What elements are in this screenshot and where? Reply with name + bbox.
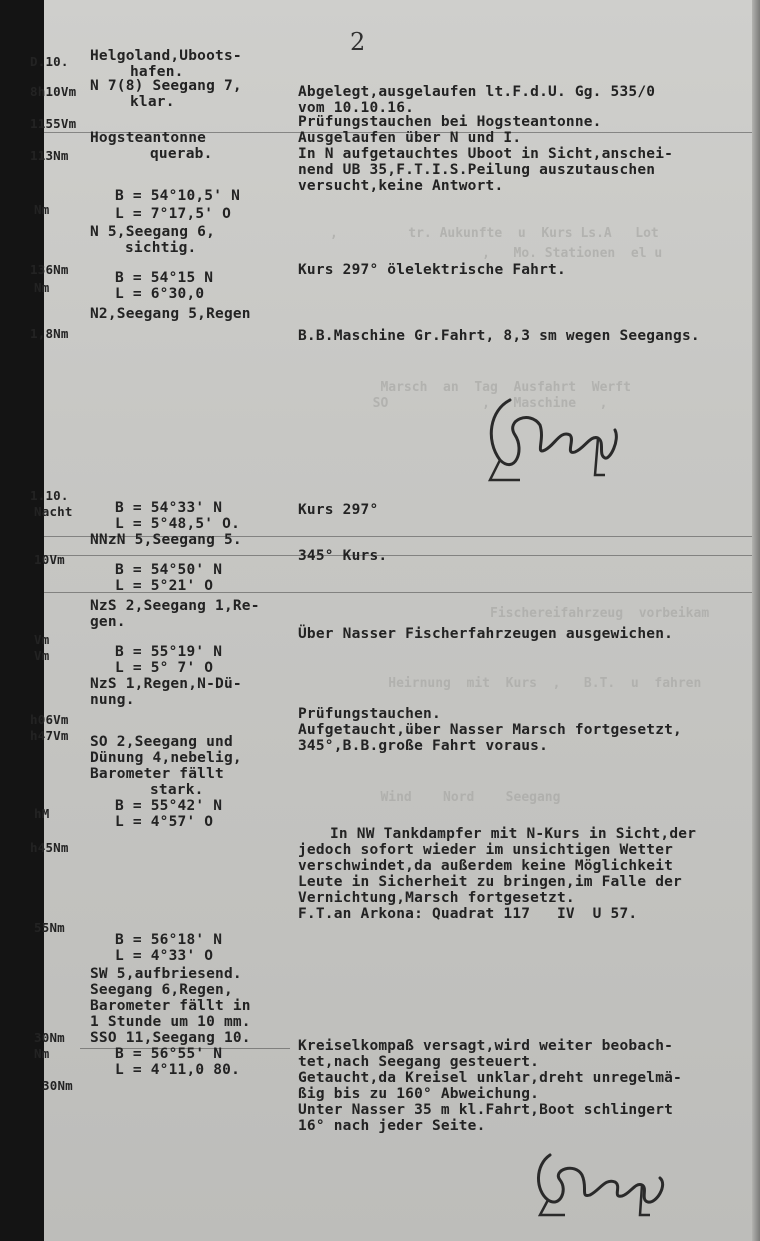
typed-line: 1,8Nm	[30, 326, 69, 341]
typed-line: Über Nasser Fischerfahrzeugen ausgewichen.	[298, 626, 674, 642]
typed-line: Seegang 6,Regen,	[90, 982, 233, 998]
typed-line: 1155Vm	[30, 116, 77, 131]
signature-georg-1	[480, 380, 630, 490]
typed-line: B = 56°55' N	[115, 1046, 223, 1062]
typed-line: SO 2,Seegang und	[90, 734, 233, 750]
typed-line: B = 55°19' N	[115, 644, 223, 660]
typed-line: L = 5°48,5' O.	[115, 516, 241, 532]
typed-line: tet,nach Seegang gesteuert.	[298, 1054, 540, 1070]
typed-line: 1 Stunde um 10 mm.	[90, 1014, 251, 1030]
typed-line: 16° nach jeder Seite.	[298, 1118, 486, 1134]
typed-line: L = 6°30,0	[115, 286, 205, 302]
typed-line: nung.	[90, 692, 135, 708]
typed-line: In N aufgetauchtes Uboot in Sicht,anschei-	[298, 146, 674, 162]
typed-line: querab.	[150, 146, 213, 162]
typed-line: 8h10Vm	[30, 84, 77, 99]
typed-line: Leute in Sicherheit zu bringen,im Falle der	[298, 874, 682, 890]
typed-line: NzS 1,Regen,N-Dü-	[90, 676, 242, 692]
typed-line: N 7(8) Seegang 7,	[90, 78, 242, 94]
typed-line: Getaucht,da Kreisel unklar,dreht unregelmä-	[298, 1070, 682, 1086]
typed-line: Ausgelaufen über N und I.	[298, 130, 522, 146]
typed-line: h47Vm	[30, 728, 69, 743]
typed-line: Unter Nasser 35 m kl.Fahrt,Boot schlingert	[298, 1102, 674, 1118]
document-page: 2 , tr. Aukunfte u Kurs Ls.A Lot , Mo. Stationen el u Marsch an Tag Ausfahrt Werft SO , Maschine , Fischereifahrzeug vorbeikam Heirnung mit Kurs , B.T. u fahren Wind Nord Seegang D.10. Helgoland,Uboots- hafen. 8h10Vm N 7(8) Seegang 7, klar. Abgelegt,ausgelaufen lt.F.d.U. Gg. 535/0 vom 10.10.16. 1155Vm Prüfungstauchen bei Hogsteantonne. Hogsteantonne Ausgelaufen über N und I. 113Nm querab. In N aufgetauchtes Uboot in Sicht,anschei- nend UB 35,F.T.I.S.Peilung auszutauschen versucht,keine Antwort. Nm B = 54°10,5' N L = 7°17,5' O N 5,Seegang 6, sichtig. 136Nm Kurs 297° ölelektrische Fahrt. Nm B = 54°15 N L = 6°30,0 N2,Seegang 5,Regen 1,8Nm B.B.Maschine Gr.Fahrt, 8,3 sm wegen Seegangs. 1.10. Nacht B = 54°33' N Kurs 297° L = 5°48,5' O. NNzN 5,Seegang 5. 10Vm 345° Kurs. B = 54°50' N L = 5°21' O NzS 2,Seegang 1,Re- gen. Über Nasser Fischerfahrzeugen ausgewichen. Vm Vm B = 55°19' N L = 5° 7' O NzS 1,Regen,N-Dü- nung. h06Vm Prüfungstauchen. h47Vm Aufgetaucht,über Nasser Marsch fortgesetzt, SO 2,Seegang und 345°,B.B.große Fahrt voraus. Dünung 4,nebelig, Barometer fällt stark. hM B = 55°42' N L = 4°57' O In NW Tankdampfer mit N-Kurs in Sicht,der h45Nm jedoch sofort wieder im unsichtigen Wetter verschwindet,da außerdem keine Möglichkeit Leute in Sicherheit zu bringen,im Falle der Vernichtung,Marsch fortgesetzt. F.T.an Arkona: Quadrat 117 IV U 57. 55Nm B = 56°18' N L = 4°33' O SW 5,aufbriesend. Seegang 6,Regen, Barometer fällt in 1 Stunde um 10 mm. 30Nm SSO 11,Seegang 10. Kreiselkompaß versagt,wird weiter beobach- Nm B = 56°55' N tet,nach Seegang gesteuert. L = 4°11,0 80. Getaucht,da Kreisel unklar,dreht unregelmä- 30Nm ßig bis zu 160° Abweichung. Unter Nasser 35 m kl.Fahrt,Boot schlingert 16° nach jeder Seite.	[0, 0, 760, 1241]
typed-line: stark.	[150, 782, 204, 798]
typed-line: Nm	[34, 202, 50, 217]
typed-line: Nm	[34, 1046, 50, 1061]
typed-line: h06Vm	[30, 712, 69, 727]
typed-line: Barometer fällt in	[90, 998, 251, 1014]
typed-line: nend UB 35,F.T.I.S.Peilung auszutauschen	[298, 162, 656, 178]
row-divider	[44, 555, 752, 556]
typed-line: Dünung 4,nebelig,	[90, 750, 242, 766]
typed-line: SSO 11,Seegang 10.	[90, 1030, 251, 1046]
typed-line: L = 4°11,0 80.	[115, 1062, 241, 1078]
typed-line: NzS 2,Seegang 1,Re-	[90, 598, 260, 614]
typed-line: B = 54°15 N	[115, 270, 214, 286]
typed-line: In NW Tankdampfer mit N-Kurs in Sicht,der	[330, 826, 697, 842]
typed-line: Aufgetaucht,über Nasser Marsch fortgesetzt,	[298, 722, 682, 738]
scan-right-edge	[752, 0, 760, 1241]
typed-line: hM	[34, 806, 50, 821]
typed-line: B = 54°50' N	[115, 562, 223, 578]
typed-line: Vm	[34, 648, 50, 663]
typed-line: Nm	[34, 280, 50, 295]
typed-line: 345° Kurs.	[298, 548, 388, 564]
typed-line: 345°,B.B.große Fahrt voraus.	[298, 738, 549, 754]
typed-line: Prüfungstauchen bei Hogsteantonne.	[298, 114, 602, 130]
typed-line: 30Nm	[34, 1030, 65, 1045]
typed-line: L = 5°21' O	[115, 578, 214, 594]
typed-line: Kurs 297° ölelektrische Fahrt.	[298, 262, 566, 278]
typed-line: D.10.	[30, 54, 69, 69]
typed-line: 136Nm	[30, 262, 69, 277]
typed-line: Nacht	[34, 504, 73, 519]
page-number: 2	[350, 28, 366, 56]
typed-line: Helgoland,Uboots-	[90, 48, 242, 64]
typed-line: Vm	[34, 632, 50, 647]
typed-line: Prüfungstauchen.	[298, 706, 441, 722]
typed-line: h45Nm	[30, 840, 69, 855]
typed-line: ßig bis zu 160° Abweichung.	[298, 1086, 540, 1102]
typed-line: 1.10.	[30, 488, 69, 503]
typed-line: jedoch sofort wieder im unsichtigen Wetter	[298, 842, 674, 858]
typed-line: N2,Seegang 5,Regen	[90, 306, 251, 322]
typed-line: Abgelegt,ausgelaufen lt.F.d.U. Gg. 535/0	[298, 84, 656, 100]
typed-line: Kreiselkompaß versagt,wird weiter beobach-	[298, 1038, 674, 1054]
typed-line: 30Nm	[42, 1078, 73, 1093]
typed-line: 10Vm	[34, 552, 65, 567]
typed-line: 55Nm	[34, 920, 65, 935]
typed-line: Vernichtung,Marsch fortgesetzt.	[298, 890, 575, 906]
typed-line: N 5,Seegang 6,	[90, 224, 216, 240]
typed-line: 113Nm	[30, 148, 69, 163]
typed-line: Kurs 297°	[298, 502, 379, 518]
typed-line: B = 56°18' N	[115, 932, 223, 948]
typed-line: B = 54°10,5' N	[115, 188, 241, 204]
typed-line: klar.	[130, 94, 175, 110]
typed-line: B = 54°33' N	[115, 500, 223, 516]
signature-georg-2	[530, 1140, 680, 1220]
typed-line: L = 4°33' O	[115, 948, 214, 964]
typed-line: verschwindet,da außerdem keine Möglichkeit	[298, 858, 674, 874]
typed-line: B.B.Maschine Gr.Fahrt, 8,3 sm wegen Seegangs.	[298, 328, 700, 344]
typed-line: vom 10.10.16.	[298, 100, 415, 116]
typed-line: versucht,keine Antwort.	[298, 178, 504, 194]
typed-line: L = 5° 7' O	[115, 660, 214, 676]
typed-line: Barometer fällt	[90, 766, 224, 782]
typed-line: F.T.an Arkona: Quadrat 117 IV U 57.	[298, 906, 638, 922]
typed-line: L = 4°57' O	[115, 814, 214, 830]
typed-line: SW 5,aufbriesend.	[90, 966, 242, 982]
typed-line: Hogsteantonne	[90, 130, 207, 146]
typed-line: L = 7°17,5' O	[115, 206, 232, 222]
typed-line: B = 55°42' N	[115, 798, 223, 814]
typed-line: hafen.	[130, 64, 184, 80]
typed-line: gen.	[90, 614, 126, 630]
typed-line: sichtig.	[125, 240, 197, 256]
typed-line: NNzN 5,Seegang 5.	[90, 532, 242, 548]
